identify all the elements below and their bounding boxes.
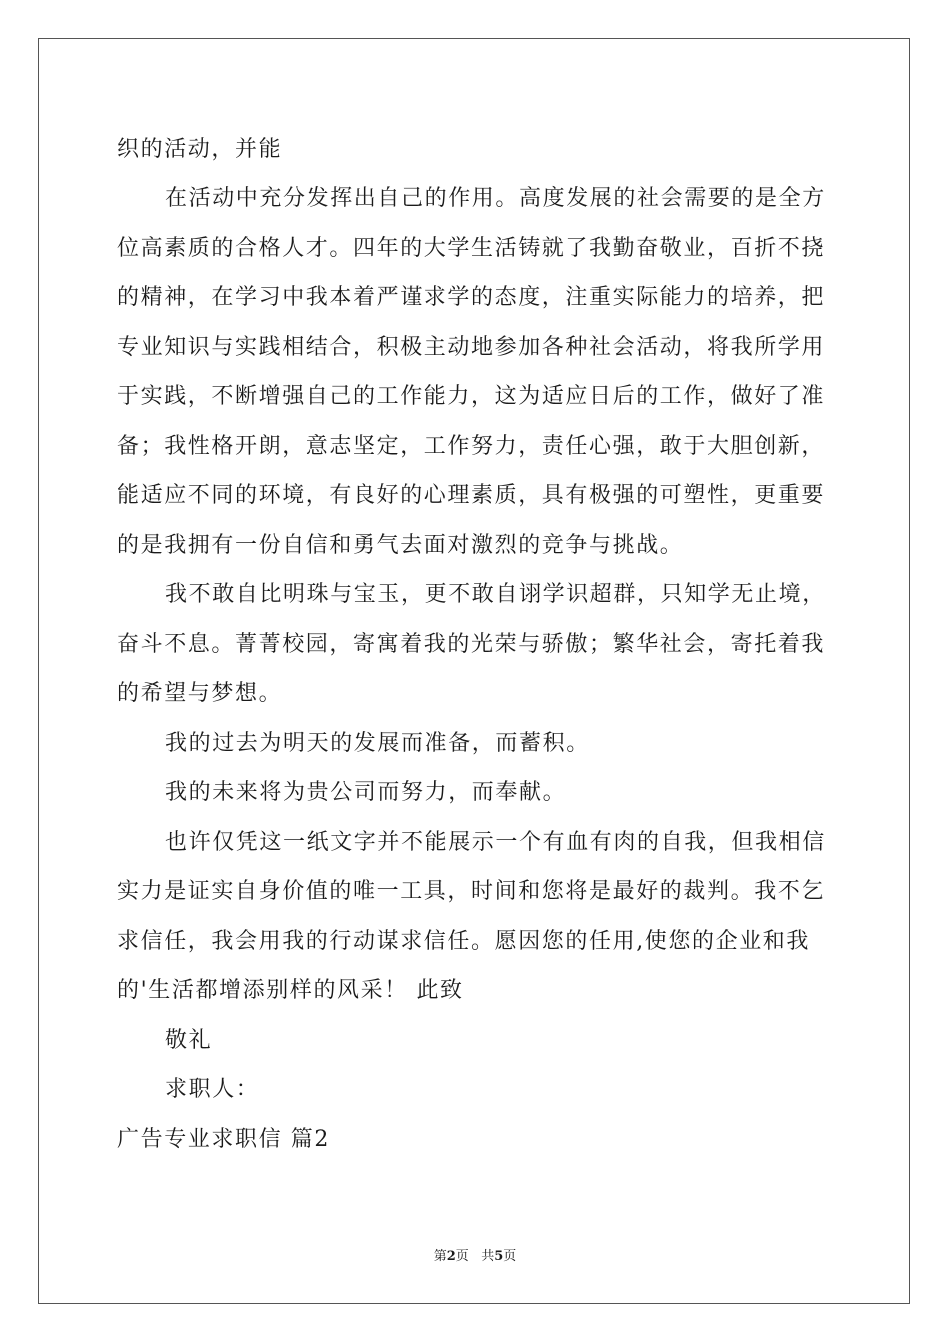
page-number: 2 — [446, 1249, 456, 1264]
paragraph-start-line: 我不敢自比明珠与宝玉，更不敢自诩学识超群，只知学无止境， — [165, 582, 826, 607]
text-line: 的是我拥有一份自信和勇气去面对激烈的竞争与挑战。 — [117, 533, 684, 558]
page-footer — [0, 1248, 950, 1266]
text-line: 的'生活都增添别样的风采！ 此致 — [117, 978, 464, 1003]
text-line: 实力是证实自身价值的唯一工具，时间和您将是最好的裁判。我不乞 — [117, 879, 826, 904]
closing-salutation: 敬礼 — [165, 1028, 213, 1053]
text-line: 能适应不同的环境，有良好的心理素质，具有极强的可塑性，更重要 — [117, 483, 826, 508]
text-line: 织的活动，并能 — [117, 137, 283, 162]
paragraph-start-line: 在活动中充分发挥出自己的作用。高度发展的社会需要的是全方 — [165, 186, 826, 211]
text-line: 专业知识与实践相结合，积极主动地参加各种社会活动，将我所学用 — [117, 335, 826, 360]
text-line: 的希望与梦想。 — [117, 681, 283, 706]
paragraph-start-line: 也许仅凭这一纸文字并不能展示一个有血有肉的自我，但我相信 — [165, 830, 826, 855]
text-line: 备；我性格开朗，意志坚定，工作努力，责任心强，敢于大胆创新， — [117, 434, 826, 459]
page-border — [38, 38, 910, 1304]
text-line: 求信任，我会用我的行动谋求信任。愿因您的任用,使您的企业和我 — [117, 929, 810, 954]
page-label-suffix: 页 — [455, 1249, 469, 1264]
applicant-signature-label: 求职人： — [165, 1077, 260, 1102]
section-heading: 广告专业求职信 篇2 — [117, 1127, 330, 1152]
text-line: 的精神，在学习中我本着严谨求学的态度，注重实际能力的培养，把 — [117, 285, 826, 310]
paragraph-start-line: 我的未来将为贵公司而努力，而奉献。 — [165, 780, 567, 805]
paragraph-start-line: 我的过去为明天的发展而准备，而蓄积。 — [165, 731, 590, 756]
text-line: 奋斗不息。菁菁校园，寄寓着我的光荣与骄傲；繁华社会，寄托着我 — [117, 632, 826, 657]
total-label-suffix: 页 — [503, 1249, 517, 1264]
total-label-prefix: 共 — [481, 1249, 495, 1264]
total-pages: 5 — [494, 1249, 504, 1264]
text-line: 位高素质的合格人才。四年的大学生活铸就了我勤奋敬业，百折不挠 — [117, 236, 826, 261]
text-line: 于实践，不断增强自己的工作能力，这为适应日后的工作，做好了准 — [117, 384, 826, 409]
page-label-prefix: 第 — [433, 1249, 447, 1264]
